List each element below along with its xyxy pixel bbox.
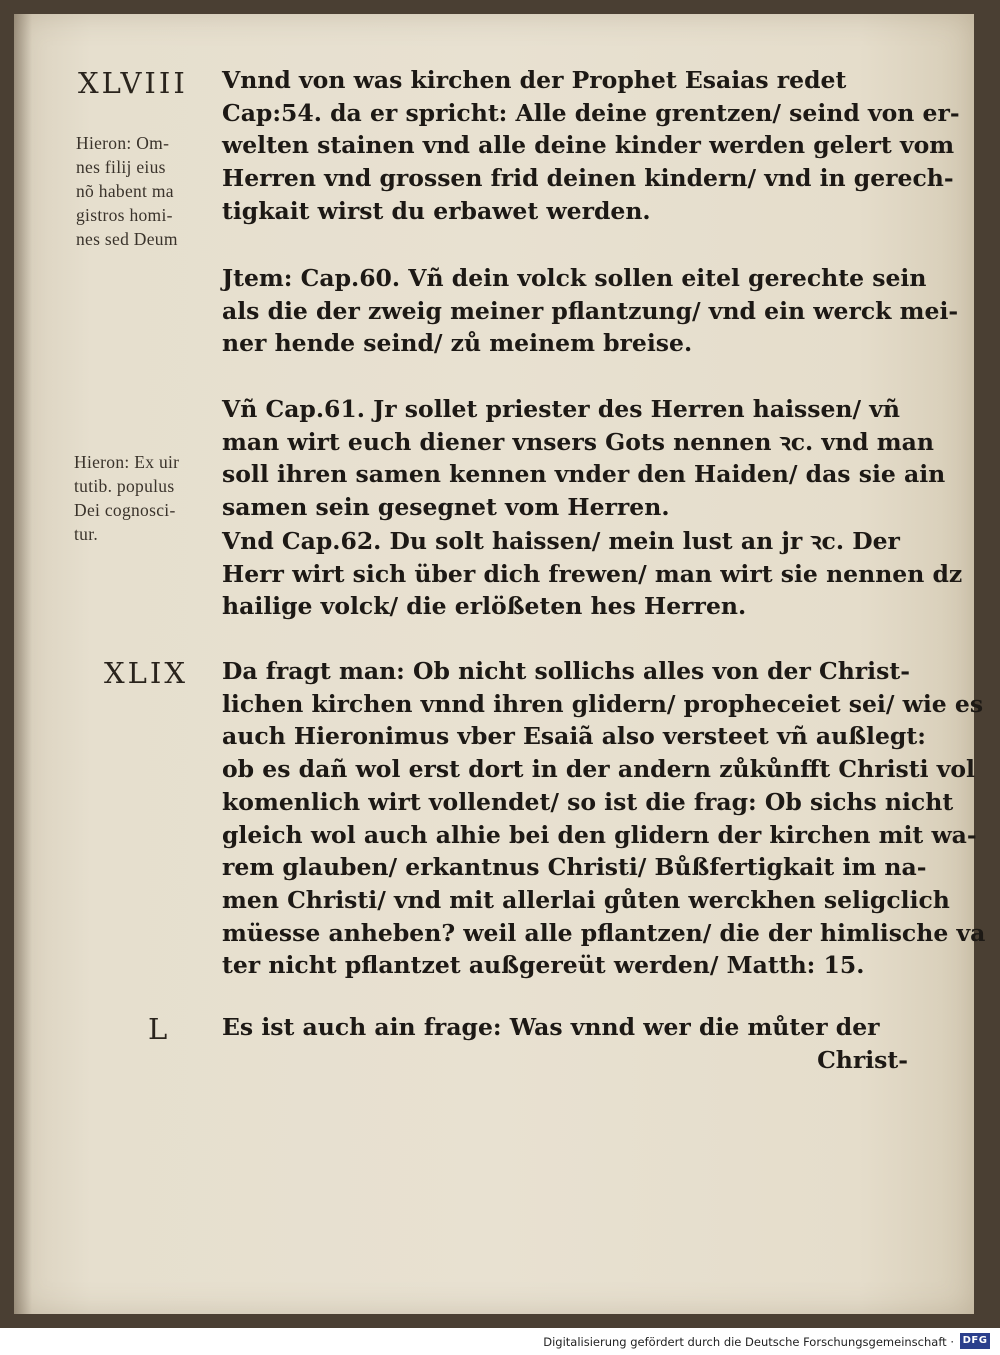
section-number-48: XLVIII	[78, 66, 188, 100]
catchword: Christ-	[817, 1045, 908, 1074]
section-number-49: XLIX	[104, 656, 189, 690]
text-line: komenlich wirt vollendet/ so ist die frag: Ob sichs nicht	[222, 787, 954, 816]
marginal-line: Hieron: Ex uir	[74, 452, 180, 472]
text-line: Vnnd von was kirchen der Prophet Esaias redet	[222, 66, 847, 94]
marginal-line: nes sed Deum	[76, 229, 178, 249]
paragraph-48-1	[222, 64, 960, 228]
text-line: Vnd Cap.62. Du solt haissen/ mein lust an jr ꝛc. Der	[222, 527, 900, 555]
text-line: als die der zweig meiner pflantzung/ vnd ein werck mei-	[222, 296, 959, 325]
text-line: Es ist auch ain frage: Was vnnd wer die můter der	[222, 1013, 880, 1041]
text-line: ter nicht pflantzet außgereüt werden/ Matth: 15.	[222, 951, 865, 980]
text-line: auch Hieronimus vber Esaiã also versteet vñ außlegt:	[222, 722, 926, 751]
text-line: ob es dañ wol erst dort in der andern zůkůnfft Christi vol	[222, 755, 975, 784]
marginal-line: gistros homi-	[76, 205, 173, 225]
digitization-footer	[0, 1328, 1000, 1355]
paragraph-48-2	[222, 262, 959, 360]
text-line: man wirt euch diener vnsers Gots nennen ꝛc. vnd man	[222, 427, 934, 456]
marginal-note-hieron-1	[76, 131, 216, 251]
marginal-line: tutib. populus	[74, 476, 175, 496]
text-line: Jtem: Cap.60. Vñ dein volck sollen eitel gerechte sein	[222, 264, 927, 292]
text-line: welten stainen vnd alle deine kinder werden gelert vom	[222, 131, 955, 160]
marginal-line: nes filij eius	[76, 157, 166, 177]
dfg-logo: DFG	[960, 1333, 990, 1349]
marginal-line: nõ habent ma	[76, 181, 174, 201]
footer-credit: Digitalisierung gefördert durch die Deutsche Forschungsgemeinschaft ·	[543, 1335, 954, 1349]
text-line: Vñ Cap.61. Jr sollet priester des Herren haissen/ vñ	[222, 395, 901, 423]
paragraph-50	[222, 1011, 908, 1076]
text-line: müesse anheben? weil alle pflantzen/ die der himlische va	[222, 918, 986, 947]
text-line: gleich wol auch alhie bei den glidern der kirchen mit wa-	[222, 820, 977, 849]
text-line: Cap:54. da er spricht: Alle deine grentzen/ seind von er-	[222, 98, 960, 127]
text-line: Da fragt man: Ob nicht sollichs alles von der Christ-	[222, 657, 910, 685]
marginal-line: Hieron: Om-	[76, 133, 170, 153]
marginal-note-hieron-2	[74, 450, 214, 546]
text-line: ner hende seind/ zů meinem breise.	[222, 329, 693, 358]
marginal-line: tur.	[74, 524, 99, 544]
section-number-50: L	[148, 1012, 171, 1046]
text-line: hailige volck/ die erlößeten hes Herren.	[222, 592, 747, 621]
text-line: men Christi/ vnd mit allerlai gůten werckhen seligclich	[222, 885, 950, 914]
paragraph-48-4	[222, 525, 963, 623]
marginal-line: Dei cognosci-	[74, 500, 176, 520]
text-line: soll ihren samen kennen vnder den Haiden/ das sie ain	[222, 460, 946, 489]
paragraph-49	[222, 655, 986, 982]
text-line: Herr wirt sich über dich frewen/ man wirt sie nennen dz	[222, 559, 963, 588]
text-line: rem glauben/ erkantnus Christi/ Bůßfertigkait im na-	[222, 853, 927, 882]
text-line: lichen kirchen vnnd ihren glidern/ propheceiet sei/ wie es	[222, 689, 984, 718]
paragraph-48-3	[222, 393, 946, 524]
text-line: tigkait wirst du erbawet werden.	[222, 196, 651, 225]
spine-shadow	[14, 14, 32, 1314]
text-line: Herren vnd grossen frid deinen kindern/ vnd in gerech-	[222, 164, 954, 193]
text-line: samen sein gesegnet vom Herren.	[222, 493, 670, 522]
